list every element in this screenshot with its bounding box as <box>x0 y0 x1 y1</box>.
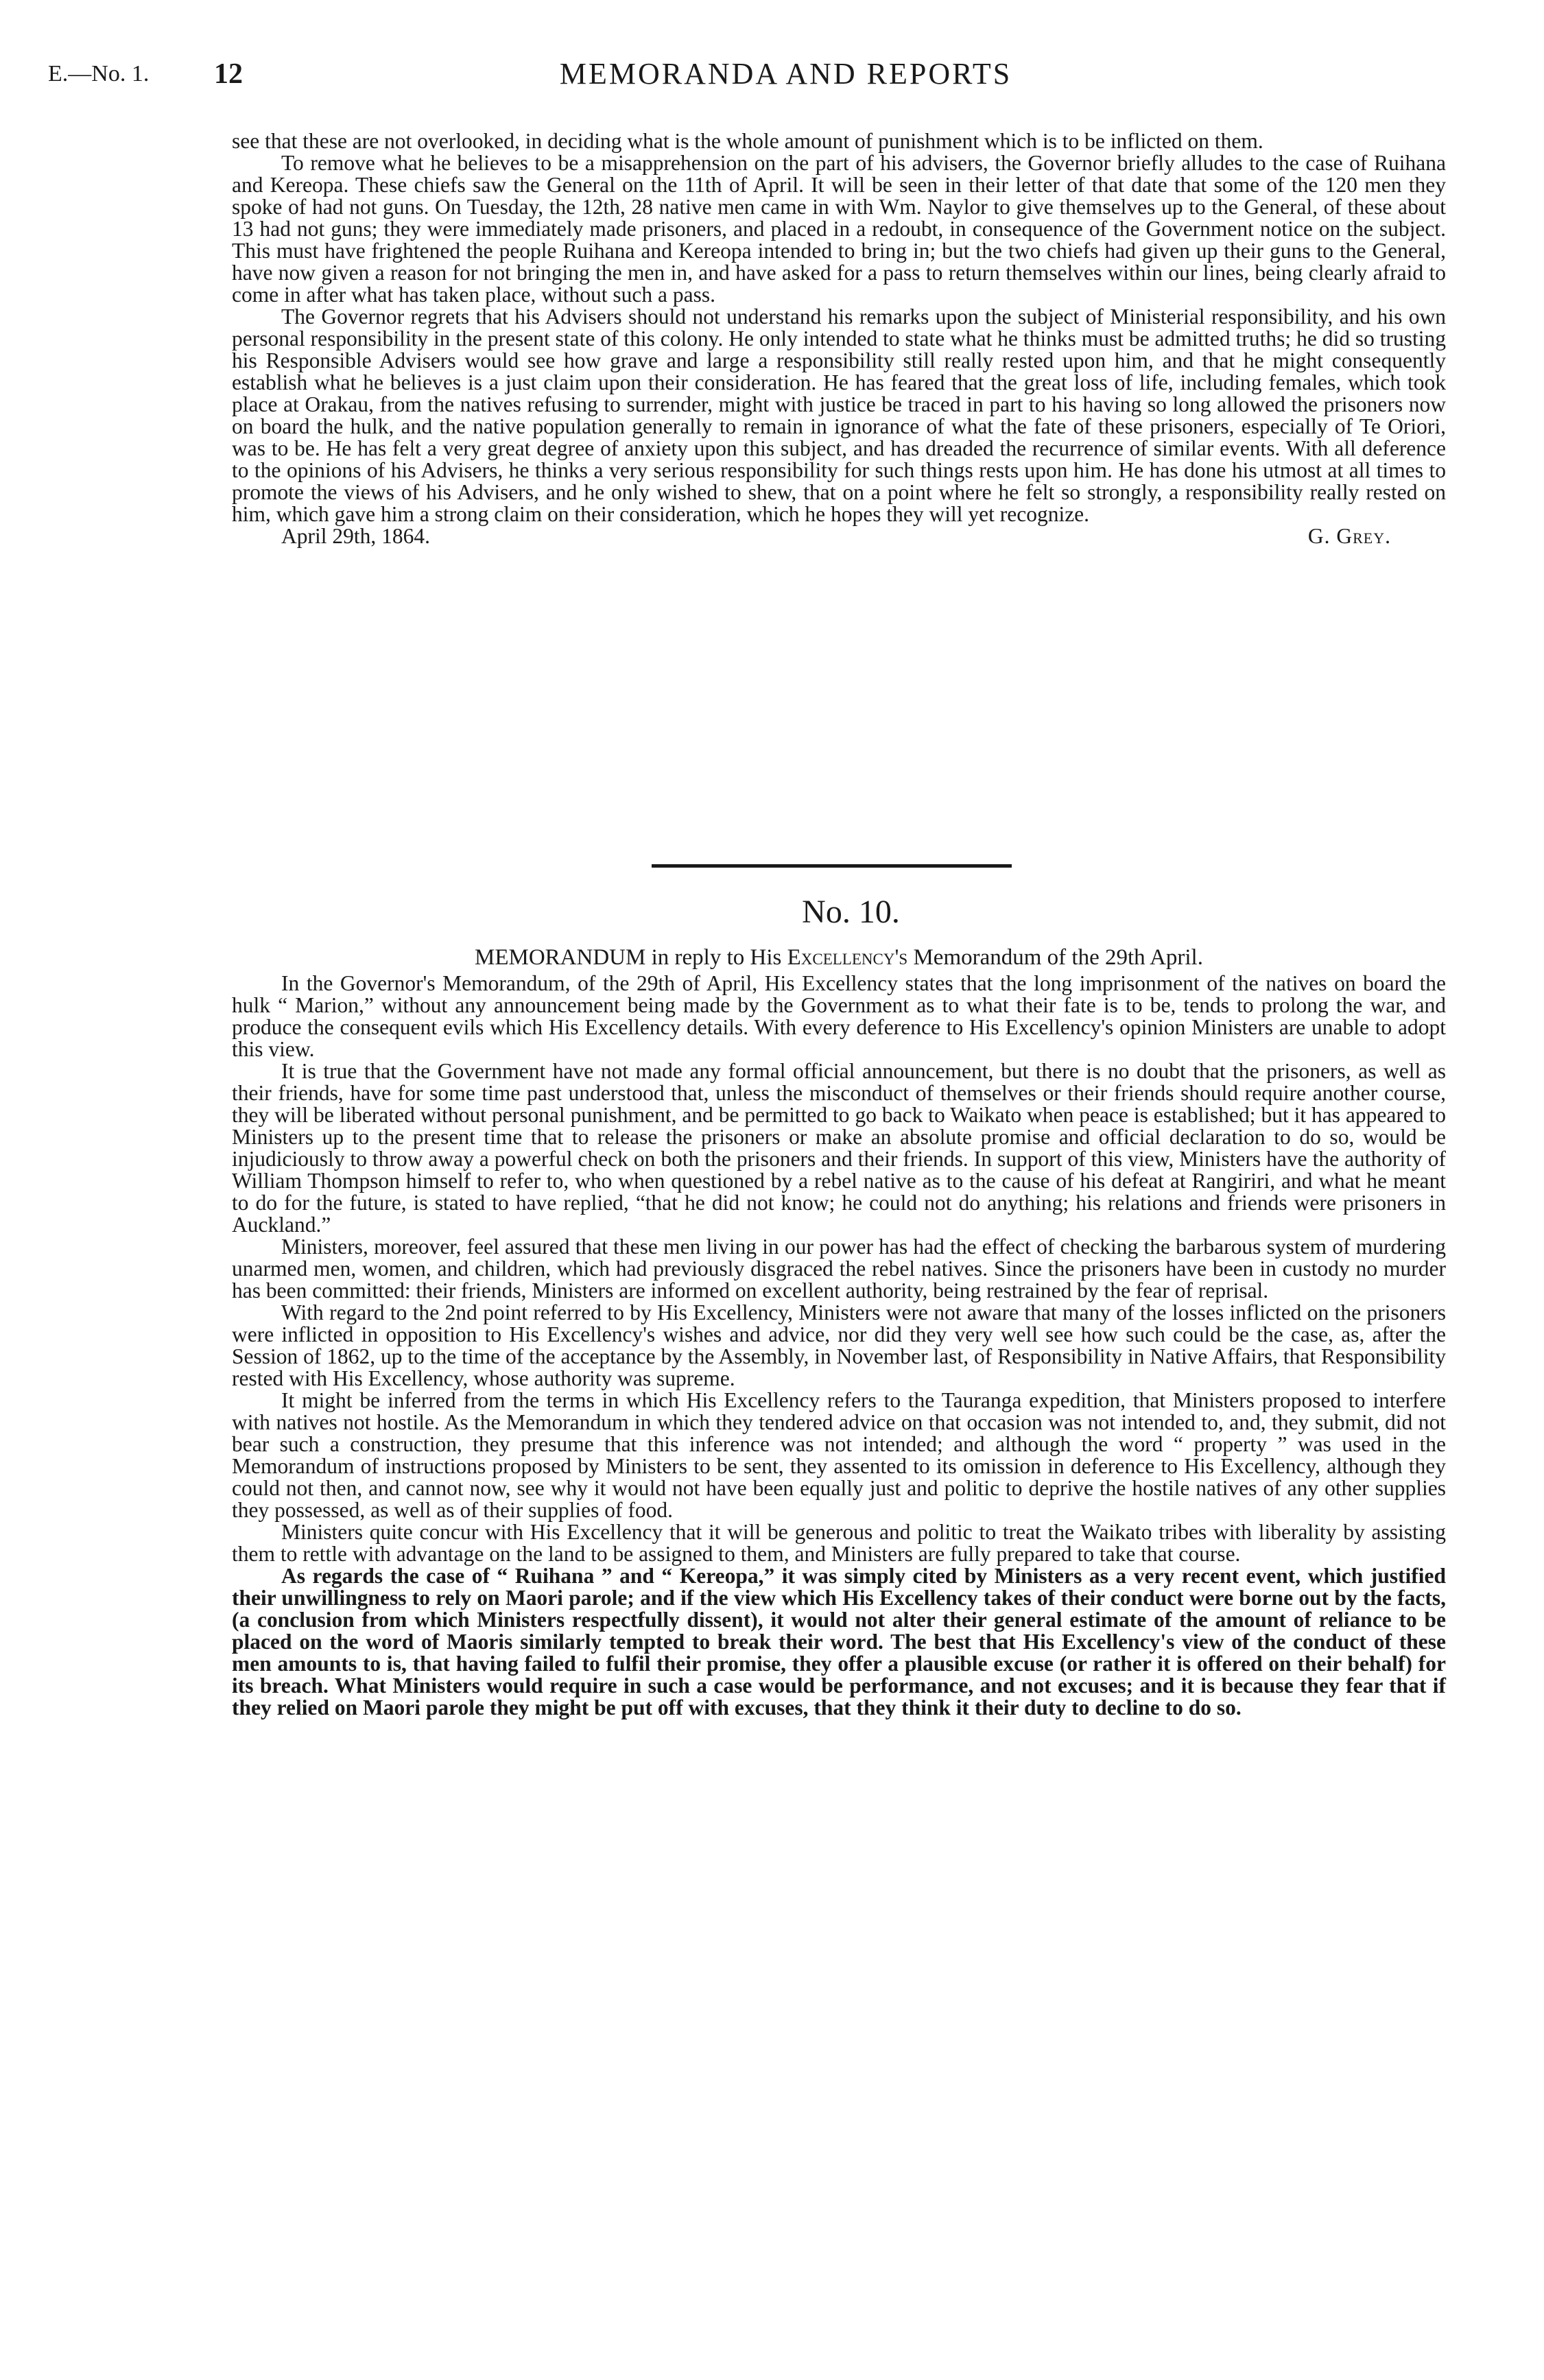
ministers-reply-section <box>232 973 1446 1719</box>
paragraph: To remove what he believes to be a misapprehension on the part of his advisers, the Governor briefly alludes to the case of Ruihana and Kereopa. These chiefs saw the General on the 11th of April. It will be seen in their letter of that date that some of the 120 men they spoke of had not guns. On Tuesday, the 12th, 28 native men came in with Wm. Naylor to give themselves up to the General, of these about 13 had not guns; they were immediately made prisoners, and placed in a redoubt, in consequence of the Government notice on the subject. This must have frightened the people Ruihana and Kereopa intended to bring in; but the two chiefs had given up their guns to the General, have now given a reason for not bringing the men in, and have asked for a pass to return themselves within our lines, being clearly afraid to come in after what has taken place, without such a pass. <box>232 151 1446 307</box>
memo-date: April 29th, 1864. <box>281 524 430 548</box>
memorandum-heading <box>232 944 1446 971</box>
paragraph: see that these are not overlooked, in deciding what is the whole amount of punishment which is to be inflicted on them. <box>232 129 1263 153</box>
paragraph: As regards the case of “ Ruihana ” and “ Kereopa,” it was simply cited by Ministers as a very recent event, which justified their unwillingness to rely on Maori parole; and if the view which His Excellency takes of their conduct were borne out by the facts, (a conclusion from which Ministers respectfully dissent), it would not alter their general estimate of the amount of reliance to be placed on the word of Maoris similarly tempted to break their word. The best that His Excellency's view of the conduct of these men amounts to is, that having failed to fulfil their promise, they offer a plausible excuse (or rather it is offered on their behalf) for its breach. What Ministers would require in such a case would be performance, and not excuses; and it is because they fear that if they relied on Maori parole they might be put off with excuses, that they think it their duty to decline to do so. <box>232 1564 1446 1719</box>
heading-main: MEMORANDUM in reply to His <box>475 945 787 970</box>
paragraph: It is true that the Government have not made any formal official announcement, but there is no doubt that the prisoners, as well as their friends, have for some time past understood that, unless the misconduct of themselves or their friends should require another course, they will be liberated without personal punishment, and be permitted to go back to Waikato when peace is established; but it has appeared to Ministers up to the present time that to release the prisoners or make an absolute promise and official declaration to do so, would be injudiciously to throw away a powerful check on both the prisoners and their friends. In support of this view, Ministers have the authority of William Thompson himself to refer to, who when questioned by a rebel native as to the cause of his defeat at Rangiriri, and what he meant to do for the future, is stated to have replied, “that he did not know; he could not do anything; his relations and friends were prisoners in Auckland.” <box>232 1059 1446 1237</box>
page-number: 12 <box>214 58 243 90</box>
running-head <box>48 53 1496 95</box>
governor-memorandum-section <box>232 130 1446 551</box>
series-reference: E.—No. 1. <box>48 61 150 86</box>
paragraph: It might be inferred from the terms in which His Excellency refers to the Tauranga expedition, that Ministers proposed to interfere with natives not hostile. As the Memorandum in which they tendered advice on that occasion was not intended to, and, they submit, did not bear such a construction, they presume that this inference was not intended; and although the word “ property ” was used in the Memorandum of instructions proposed by Ministers to be sent, they assented to its omission in deference to His Excellency, although they could not then, and cannot now, see why it would not have been equally just and politic to deprive the hostile natives of any other supplies they possessed, as well as of their supplies of food. <box>232 1388 1446 1522</box>
signoff <box>232 525 1446 551</box>
paragraph: With regard to the 2nd point referred to by His Excellency, Ministers were not aware that many of the losses inflicted on the prisoners were inflicted in opposition to His Excellency's wishes and advice, nor did they very well see how such could be the case, as, after the Session of 1862, up to the time of the acceptance by the Assembly, in November last, of Responsibility in Native Affairs, that Responsibility rested with His Excellency, whose authority was supreme. <box>232 1300 1446 1390</box>
paragraph: In the Governor's Memorandum, of the 29th of April, His Excellency states that the long imprisonment of the natives on board the hulk “ Marion,” without any announcement being made by the Government as to what their fate is to be, tends to prolong the war, and produce the consequent evils which His Excellency details. With every deference to His Excellency's opinion Ministers are unable to adopt this view. <box>232 971 1446 1061</box>
paragraph: The Governor regrets that his Advisers should not understand his remarks upon the subject of Ministerial responsibility, and his own personal responsibility in the present state of this colony. He only intended to state what he thinks must be admitted truths; he did so trusting his Responsible Advisers would see how grave and large a responsibility still really rested upon him, and that he might consequently establish what he believes is a just claim upon their consideration. He has feared that the great loss of life, including females, which took place at Orakau, from the natives refusing to surrender, might with justice be traced in part to his having so long allowed the prisoners now on board the hulk, and the native population generally to remain in ignorance of what the fate of these prisoners, especially of Te Oriori, was to be. He has felt a very great degree of anxiety upon this subject, and has dreaded the recurrence of similar events. With all deference to the opinions of his Advisers, he thinks a very serious responsibility for such things rests upon him. He has done his utmost at all times to promote the views of his Advisers, and he only wished to shew, that on a point where he felt so strongly, a responsibility really rested on him, which gave him a strong claim on their consideration, which he hopes they will yet recognize. <box>232 305 1446 526</box>
section-divider <box>652 864 1012 868</box>
heading-rest: Memorandum of the 29th April. <box>907 945 1203 970</box>
heading-excellency: Excellency's <box>787 945 908 970</box>
signature: G. Grey. <box>1307 524 1391 548</box>
paragraph: Ministers quite concur with His Excellency that it will be generous and politic to treat the Waikato tribes with liberality by assisting them to rettle with advantage on the land to be assigned to them, and Ministers are fully prepared to take that course. <box>232 1520 1446 1566</box>
paragraph: Ministers, moreover, feel assured that these men living in our power has had the effect of checking the barbarous system of murdering unarmed men, women, and children, which had previously disgraced the rebel natives. Since the prisoners have been in custody no murder has been committed: their friends, Ministers are informed on excellent authority, being restrained by the fear of reprisal. <box>232 1235 1446 1302</box>
running-title: MEMORANDA AND REPORTS <box>559 57 1012 91</box>
document-number: No. 10. <box>802 894 900 930</box>
